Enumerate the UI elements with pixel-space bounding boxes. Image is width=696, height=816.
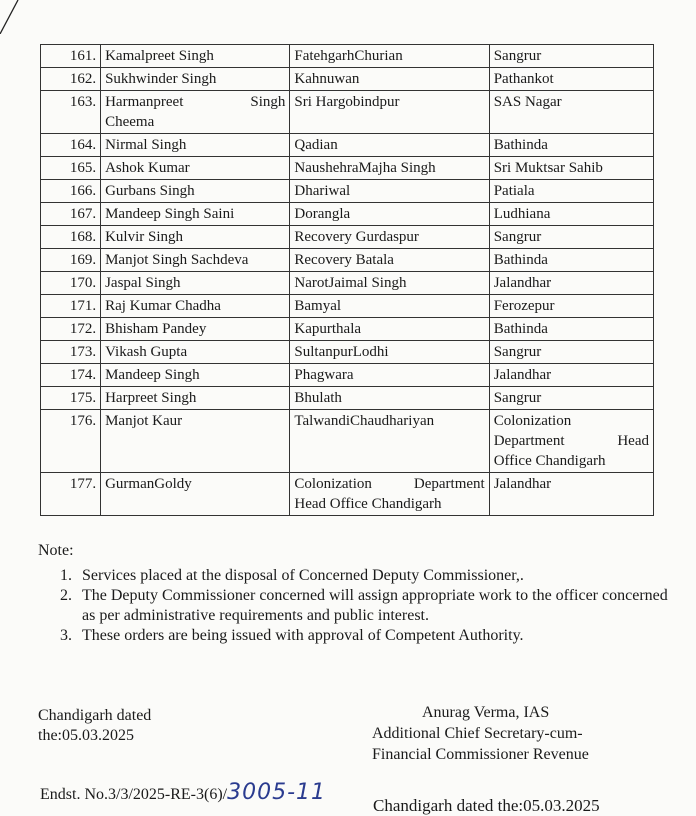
serial-number: 176.: [41, 410, 101, 473]
table-row: [41, 387, 654, 410]
table-row: [41, 203, 654, 226]
posted-from: Kahnuwan: [290, 68, 489, 91]
officer-name: Ashok Kumar: [101, 157, 290, 180]
handwritten-number: 3005-11: [227, 780, 327, 805]
note-item: [60, 626, 670, 646]
serial-number: 174.: [41, 364, 101, 387]
posted-to: Ferozepur: [489, 295, 653, 318]
posted-to: [489, 410, 653, 473]
serial-number: 167.: [41, 203, 101, 226]
postings-table: [40, 44, 654, 516]
serial-number: 161.: [41, 45, 101, 68]
table-row: [41, 364, 654, 387]
table-row: [41, 473, 654, 516]
officer-name: Mandeep Singh Saini: [101, 203, 290, 226]
note-text: These orders are being issued with approval of Competent Authority.: [82, 627, 524, 644]
posted-to: Bathinda: [489, 249, 653, 272]
table-row: [41, 226, 654, 249]
officer-name: Kamalpreet Singh: [101, 45, 290, 68]
posted-to: Pathankot: [489, 68, 653, 91]
posted-from-part: Head Office Chandigarh: [294, 496, 442, 512]
posted-to: Sri Muktsar Sahib: [489, 157, 653, 180]
posted-from: Recovery Batala: [290, 249, 489, 272]
note-number: 2.: [60, 587, 72, 604]
officer-name-part: Cheema: [105, 114, 155, 130]
serial-number: 170.: [41, 272, 101, 295]
officer-name: Harpreet Singh: [101, 387, 290, 410]
posted-to: Jalandhar: [489, 364, 653, 387]
posted-from: Phagwara: [290, 364, 489, 387]
table-row: [41, 410, 654, 473]
table-row: [41, 180, 654, 203]
posted-to: Bathinda: [489, 134, 653, 157]
posted-to: Sangrur: [489, 341, 653, 364]
officer-name: Bhisham Pandey: [101, 318, 290, 341]
officer-name: Sukhwinder Singh: [101, 68, 290, 91]
posted-to-part: Head: [617, 433, 649, 449]
serial-number: 168.: [41, 226, 101, 249]
officer-name: Kulvir Singh: [101, 226, 290, 249]
serial-number: 169.: [41, 249, 101, 272]
posted-to: Sangrur: [489, 45, 653, 68]
serial-number: 162.: [41, 68, 101, 91]
officer-name: Raj Kumar Chadha: [101, 295, 290, 318]
posted-to: Jalandhar: [489, 473, 653, 516]
officer-name: Vikash Gupta: [101, 341, 290, 364]
table-row: [41, 341, 654, 364]
posted-from: Bamyal: [290, 295, 489, 318]
place-date: [38, 706, 151, 746]
posted-to: Jalandhar: [489, 272, 653, 295]
notes-list: [60, 566, 670, 646]
posted-from: NarotJaimal Singh: [290, 272, 489, 295]
table-row: [41, 249, 654, 272]
serial-number: 172.: [41, 318, 101, 341]
note-number: 3.: [60, 627, 72, 644]
serial-number: 163.: [41, 91, 101, 134]
posted-from: Kapurthala: [290, 318, 489, 341]
posted-from: Sri Hargobindpur: [290, 91, 489, 134]
endorsement-text: Endst. No.3/3/2025-RE-3(6)/: [40, 786, 228, 803]
serial-number: 173.: [41, 341, 101, 364]
officer-name: Manjot Singh Sachdeva: [101, 249, 290, 272]
posted-to: Sangrur: [489, 226, 653, 249]
officer-name: [101, 91, 290, 134]
posted-to-part: Office Chandigarh: [493, 453, 606, 469]
signatory-block: [372, 702, 589, 765]
table-row: [41, 295, 654, 318]
place-line: Chandigarh dated: [38, 707, 152, 724]
officer-name: Gurbans Singh: [101, 180, 290, 203]
serial-number: 175.: [41, 387, 101, 410]
note-item: [60, 586, 670, 626]
posted-to-part: Colonization: [493, 413, 572, 429]
officer-name: Manjot Kaur: [101, 410, 290, 473]
posted-from: Bhulath: [290, 387, 489, 410]
posted-to: SAS Nagar: [489, 91, 653, 134]
signatory-name: Anurag Verma, IAS: [422, 704, 550, 721]
corner-pen-mark: [0, 0, 20, 34]
posted-from: NaushehraMajha Singh: [290, 157, 489, 180]
posted-from: Dhariwal: [290, 180, 489, 203]
posted-from: Recovery Gurdaspur: [290, 226, 489, 249]
posted-to: Ludhiana: [489, 203, 653, 226]
serial-number: 165.: [41, 157, 101, 180]
note-item: [60, 566, 670, 586]
note-text: Services placed at the disposal of Concerned Deputy Commissioner,.: [82, 567, 524, 584]
table-row: [41, 91, 654, 134]
date-line: the:05.03.2025: [38, 727, 134, 744]
posted-to: Bathinda: [489, 318, 653, 341]
posted-from: Qadian: [290, 134, 489, 157]
serial-number: 164.: [41, 134, 101, 157]
officer-name: Mandeep Singh: [101, 364, 290, 387]
signatory-designation: Additional Chief Secretary-cum-: [372, 725, 583, 742]
table-row: [41, 272, 654, 295]
posted-from-part: Department: [413, 476, 485, 492]
endorsement-date: Chandigarh dated the:05.03.2025: [373, 796, 600, 815]
signatory-designation: Financial Commissioner Revenue: [372, 746, 589, 763]
posted-to: Patiala: [489, 180, 653, 203]
posted-from: TalwandiChaudhariyan: [290, 410, 489, 473]
serial-number: 177.: [41, 473, 101, 516]
table-row: [41, 134, 654, 157]
officer-name: Jaspal Singh: [101, 272, 290, 295]
note-number: 1.: [60, 567, 72, 584]
serial-number: 171.: [41, 295, 101, 318]
officer-name-part: Harmanpreet: [105, 94, 184, 110]
endorsement-number: [40, 780, 326, 805]
serial-number: 166.: [41, 180, 101, 203]
table-row: [41, 45, 654, 68]
table-row: [41, 68, 654, 91]
table-row: [41, 157, 654, 180]
officer-name: Nirmal Singh: [101, 134, 290, 157]
officer-name-part: Singh: [250, 94, 286, 110]
note-heading: Note:: [38, 542, 74, 559]
table-row: [41, 318, 654, 341]
posted-from: Dorangla: [290, 203, 489, 226]
note-text: The Deputy Commissioner concerned will assign appropriate work to the officer concerned as per administrative requirements and public interest.: [82, 587, 668, 624]
officer-name: GurmanGoldy: [101, 473, 290, 516]
posted-from: [290, 473, 489, 516]
posted-from-part: Colonization: [294, 476, 372, 492]
posted-from: SultanpurLodhi: [290, 341, 489, 364]
posted-from: FatehgarhChurian: [290, 45, 489, 68]
posted-to-part: Department: [493, 433, 565, 449]
posted-to: Sangrur: [489, 387, 653, 410]
